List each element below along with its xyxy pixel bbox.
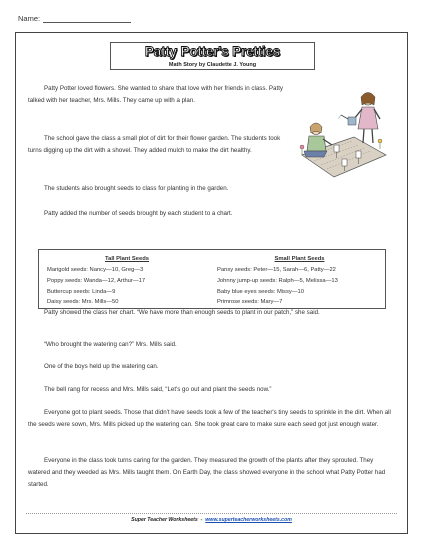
small-plant-column xyxy=(217,254,382,308)
tall-plant-column xyxy=(47,254,207,308)
small-plant-heading: Small Plant Seeds xyxy=(274,256,325,262)
footer-separator: - xyxy=(200,517,203,523)
story-paragraph: The school gave the class a small plot of dirt for their flower garden. The students took turns digging up the dirt with a shovel. They added mulch to make the dirt healthy. xyxy=(28,135,281,154)
chart-row: Pansy seeds: Peter—15, Sarah—6, Patty—22 xyxy=(217,267,336,273)
chart-row: Marigold seeds: Nancy—10, Greg—3 xyxy=(47,267,144,273)
story-paragraph: “Who brought the watering can?” Mrs. Mills said. xyxy=(44,341,177,348)
story-paragraph: The students also brought seeds to class for planting in the garden. xyxy=(44,185,229,192)
chart-row: Baby blue eyes seeds: Missy—10 xyxy=(217,288,304,295)
story-paragraph: Everyone in the class took turns caring for the garden. They measured the growth of the plants after they sprouted. They watered and they weeded as Mrs. Mills taught them. On Earth Day, the class showed everyone in the school what Patty Potter had started. xyxy=(28,457,386,488)
chart-row: Poppy seeds: Wanda—12, Arthur—17 xyxy=(47,277,146,284)
chart-row: Primrose seeds: Mary—7 xyxy=(217,299,283,306)
chart-row: Buttercup seeds: Linda—9 xyxy=(47,288,116,295)
seed-chart xyxy=(38,249,386,309)
story-subtitle: Math Story by Claudette J. Young xyxy=(168,62,257,68)
name-field[interactable] xyxy=(18,14,131,23)
footer-brand: Super Teacher Worksheets xyxy=(131,517,198,523)
name-blank-line[interactable] xyxy=(43,15,131,23)
story-paragraph: Patty showed the class her chart. “We have more than enough seeds to plant in our patch,” she said. xyxy=(44,309,320,316)
title-box xyxy=(110,42,315,70)
story-title: Patty Potter's Pretties xyxy=(144,44,281,59)
chart-row: Daisy seeds: Mrs. Mills—50 xyxy=(47,299,119,306)
story-paragraph: Patty added the number of seeds brought by each student to a chart. xyxy=(44,210,233,217)
footer xyxy=(16,517,407,523)
footer-url-link[interactable]: www.superteacherworksheets.com xyxy=(205,517,292,523)
story-paragraph: Patty Potter loved flowers. She wanted to share that love with her friends in class. Patty talked with her teacher, Mrs. Mills. They came up with a plan. xyxy=(28,85,284,104)
tall-plant-heading: Tall Plant Seeds xyxy=(104,256,150,262)
worksheet-frame xyxy=(15,32,408,534)
name-label: Name: xyxy=(18,14,41,23)
girls-planting-garden-illustration xyxy=(294,85,388,183)
story-paragraph: The bell rang for recess and Mrs. Mills said, “Let's go out and plant the seeds now.” xyxy=(44,386,272,393)
chart-row: Johnny jump-up seeds: Ralph—5, Melissa—13 xyxy=(217,277,338,284)
story-paragraph: Everyone got to plant seeds. Those that didn't have seeds took a few of the teacher's tiny seeds to sprinkle in the dirt. When all the seeds were sown, Mrs. Mills picked up the watering can. She took great care to make sure each seed got just enough water. xyxy=(28,409,391,428)
footer-divider xyxy=(26,513,397,514)
story-paragraph: One of the boys held up the watering can. xyxy=(44,363,159,370)
